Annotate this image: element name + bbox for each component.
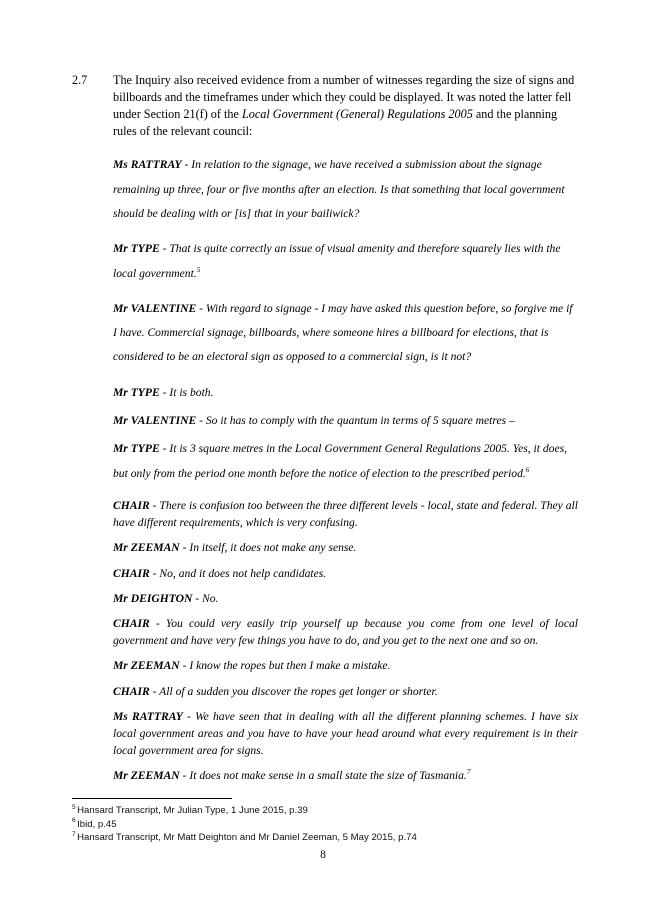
quote-speaker: Mr DEIGHTON [113,591,193,605]
quote-line [113,497,578,531]
quote-line [113,437,578,486]
quote-speaker: CHAIR [113,498,150,512]
quote-text: - No. [192,591,219,605]
footnote-area [72,798,578,845]
footnote-marker: 5 [72,803,76,811]
footnote-reference-6: 6 [525,465,530,474]
quote-line [113,615,578,649]
quote-text: - It is 3 square metres in the Local Government General Regulations 2005. Yes, it does, but only from the period one month before the notice of election to the prescribed period. [113,442,568,480]
quote-text: - In itself, it does not make any sense. [179,541,357,555]
quote-speaker: Mr TYPE [113,242,160,256]
quote-speaker: Mr ZEEMAN [113,659,180,673]
paragraph-number: 2.7 [72,73,88,87]
quote-text: - There is confusion too between the three different levels - local, state and federal. They all have different requirements, which is very confusing. [113,498,578,530]
quote-line [113,708,578,760]
footnote-text: Hansard Transcript, Mr Julian Type, 1 June 2015, p.39 [77,805,308,816]
quote-line [113,683,578,700]
quote-speaker: CHAIR [113,566,150,580]
footnote-item [72,831,578,845]
footnote-item [72,818,578,832]
quote-speaker: CHAIR [113,684,150,698]
footnote-separator-rule [72,798,232,799]
page-number: 8 [320,848,326,861]
footnote-marker: 7 [72,831,76,838]
quotation-block-lower [72,497,578,785]
footnote-reference-7: 7 [466,768,471,777]
quote-speaker: Mr VALENTINE [113,301,197,315]
quote-speaker: Mr ZEEMAN [113,769,180,783]
body-paragraph-2-7 [72,72,578,140]
footnote-marker: 6 [72,817,76,825]
quote-text: - All of a sudden you discover the ropes get longer or shorter. [149,684,438,698]
quote-line [113,381,578,405]
quote-line [113,237,578,286]
paragraph-text-before-title: The Inquiry also received evidence from a number of witnesses regarding the size of signs and billboards and the timeframes under which they could be displayed. It was noted the latter fell under Section 21(f) of the [113,73,575,122]
footnote-text: Hansard Transcript, Mr Matt Deighton and Mr Daniel Zeeman, 5 May 2015, p.74 [77,832,417,844]
paragraph-text-after-title: and the planning rules of the relevant council: [113,107,558,139]
quote-text: - No, and it does not help candidates. [149,566,327,580]
quote-speaker: Mr ZEEMAN [113,541,180,555]
quote-line [113,539,578,556]
quotation-block-upper [72,153,578,486]
quote-line [113,153,578,226]
quote-text: - I know the ropes but then I make a mistake. [179,659,391,673]
quote-text: - We have seen that in dealing with all the different planning schemes. I have six local government areas and you have to have your head around what every requirement is in their local government area for signs. [113,709,578,758]
quote-speaker: CHAIR [113,616,150,630]
quote-line [113,767,578,784]
quote-line [113,657,578,674]
quote-text: - It is both. [159,385,214,399]
page-content [72,72,578,793]
quote-speaker: Ms RATTRAY [113,158,182,172]
quote-text: - It does not make sense in a small state the size of Tasmania. [179,769,467,783]
footnote-item [72,804,578,818]
quote-line [113,297,578,370]
quote-line [113,590,578,607]
quote-line [113,409,578,433]
footnote-reference-5: 5 [196,265,201,274]
quote-speaker: Mr TYPE [113,442,160,456]
footnote-text: Ibid, p.45 [77,818,117,830]
quote-speaker: Ms RATTRAY [113,709,183,723]
quote-text: - You could very easily trip yourself up because you come from one level of local government and have very few things you have to do, and you get to the next one and so on. [113,616,578,648]
quote-text: - So it has to comply with the quantum in terms of 5 square metres – [196,414,515,428]
regulation-title: Local Government (General) Regulations 2005 [241,107,473,122]
quote-speaker: Mr VALENTINE [113,414,197,428]
quote-speaker: Mr TYPE [113,385,160,399]
quote-text: - With regard to signage - I may have asked this question before, so forgive me if I have. Commercial signage, billboards, where someone hires a billboard for elections, that is considered to be an electoral sign as opposed to a commercial sign, is it not? [113,301,573,364]
quote-text: - In relation to the signage, we have received a submission about the signage remaining up three, four or five months after an election. Is that something that local government should be dealing with or [is] that in your bailiwick? [113,158,565,220]
quote-text: - That is quite correctly an issue of visual amenity and therefore squarely lies with the local government. [113,242,561,280]
quote-line [113,565,578,582]
